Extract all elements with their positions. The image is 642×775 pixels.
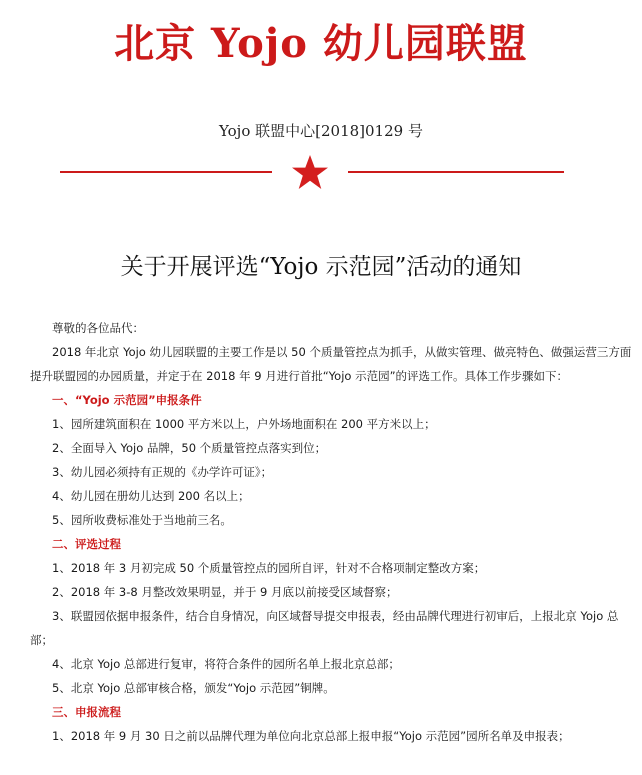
divider-line-right bbox=[348, 171, 564, 173]
list-item: 4、幼儿园在册幼儿达到 200 名以上； bbox=[52, 489, 250, 503]
list-item-continuation: 部； bbox=[30, 633, 53, 647]
document-number: Yojo 联盟中心[2018]0129 号 bbox=[219, 122, 423, 140]
salutation: 尊敬的各位品代： bbox=[52, 321, 144, 335]
list-item: 4、北京 Yojo 总部进行复审，将符合条件的园所名单上报北京总部； bbox=[52, 657, 400, 671]
list-item: 5、园所收费标准处于当地前三名。 bbox=[52, 513, 232, 527]
list-item: 1、2018 年 3 月初完成 50 个质量管控点的园所自评，针对不合格项制定整改方案； bbox=[52, 561, 486, 575]
list-item: 2、全面导入 Yojo 品牌，50 个质量管控点落实到位； bbox=[52, 441, 327, 455]
org-title: 北京 Yojo 幼儿园联盟 bbox=[114, 20, 528, 67]
intro-paragraph-line-2: 提升联盟园的办园质量，并定于在 2018 年 9 月进行首批“Yojo 示范园”的评选工作。具体工作步骤如下： bbox=[30, 369, 569, 383]
list-item: 5、北京 Yojo 总部审核合格，颁发“Yojo 示范园”铜牌。 bbox=[52, 681, 335, 695]
section-heading-conditions: 一、“Yojo 示范园”申报条件 bbox=[52, 393, 202, 407]
divider-line-left bbox=[60, 171, 272, 173]
list-item: 3、联盟园依据申报条件，结合自身情况，向区域督导提交申报表，经由品牌代理进行初审后，上报北京 Yojo 总 bbox=[52, 609, 619, 623]
list-item: 1、2018 年 9 月 30 日之前以品牌代理为单位向北京总部上报申报“Yojo 示范园”园所名单及申报表； bbox=[52, 729, 570, 743]
list-item: 2、2018 年 3-8 月整改效果明显，并于 9 月底以前接受区域督察； bbox=[52, 585, 398, 599]
list-item: 3、幼儿园必须持有正规的《办学许可证》； bbox=[52, 465, 273, 479]
list-item: 1、园所建筑面积在 1000 平方米以上，户外场地面积在 200 平方米以上； bbox=[52, 417, 436, 431]
notice-title: 关于开展评选“Yojo 示范园”活动的通知 bbox=[120, 254, 522, 280]
section-heading-process: 二、评选过程 bbox=[52, 537, 121, 551]
notice-body bbox=[30, 316, 632, 748]
star-icon bbox=[290, 153, 330, 193]
intro-paragraph-line-1: 2018 年北京 Yojo 幼儿园联盟的主要工作是以 50 个质量管控点为抓手，从做实管理、做亮特色、做强运营三方面 bbox=[52, 345, 632, 359]
section-heading-application: 三、申报流程 bbox=[52, 705, 121, 719]
